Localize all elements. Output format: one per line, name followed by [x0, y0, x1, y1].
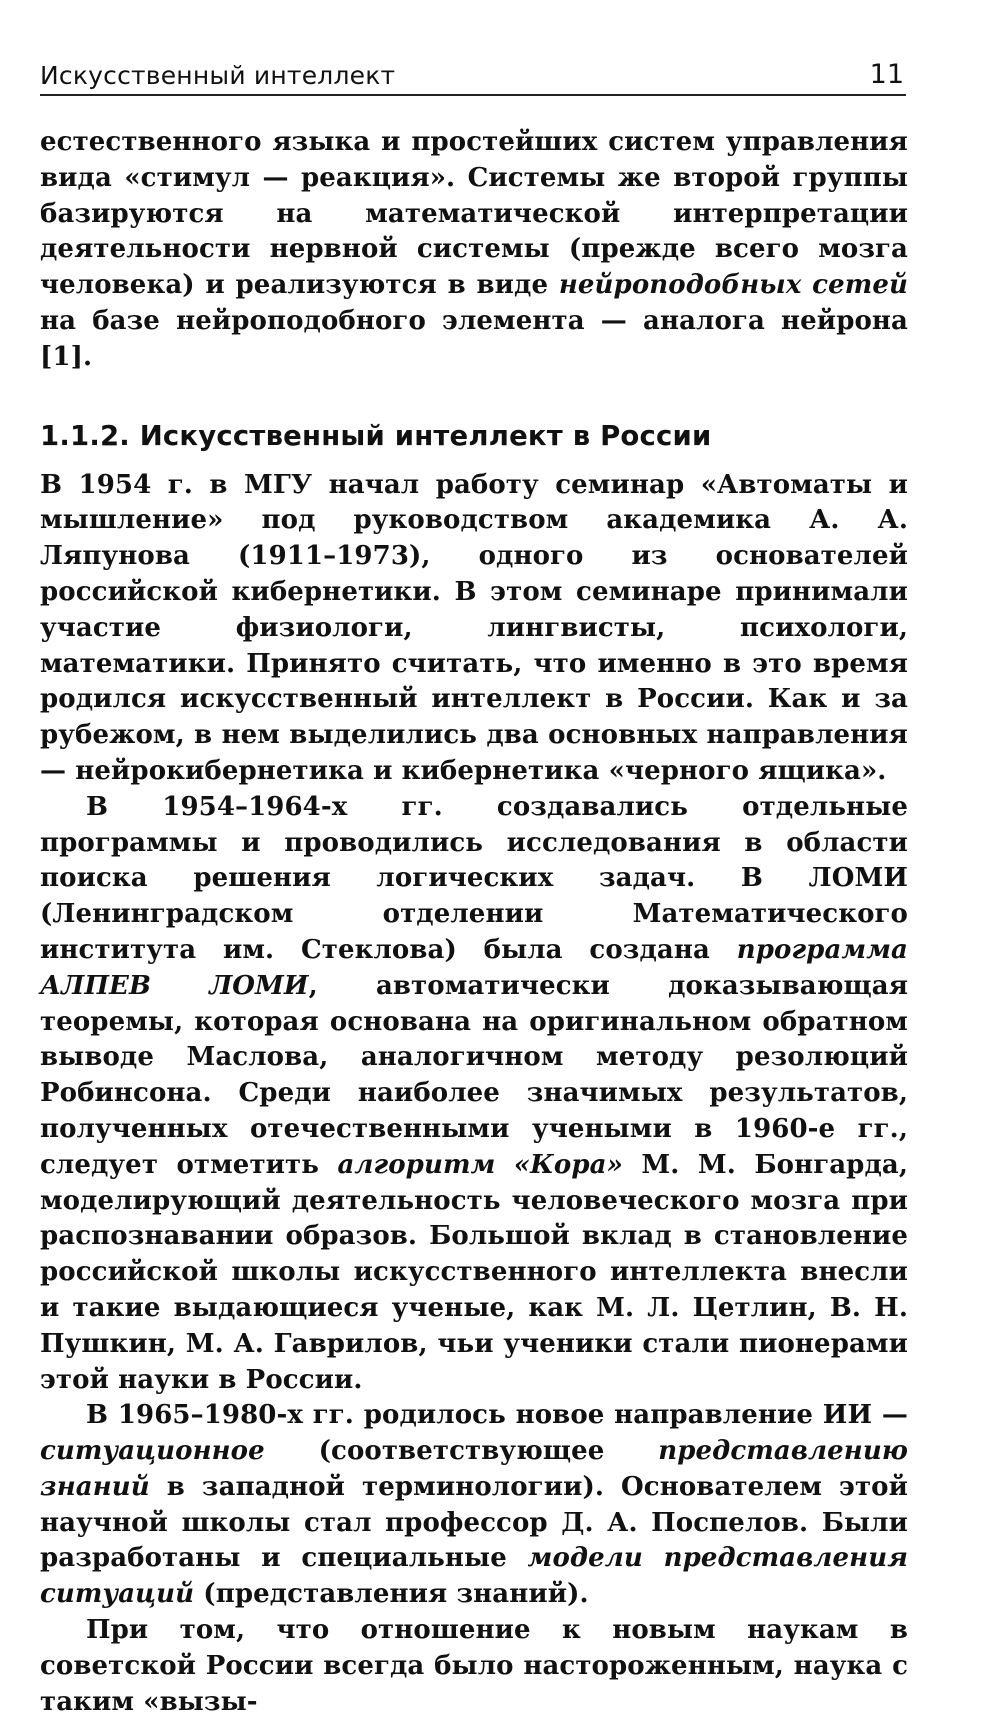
- text-run: В 1965–1980-х гг. родилось новое направление ИИ —: [86, 1400, 908, 1431]
- paragraph-1: [40, 468, 908, 790]
- text-run: (представления знаний).: [194, 1579, 589, 1610]
- paragraph-2: [40, 790, 908, 1399]
- italic-term: ситуационное: [40, 1436, 265, 1467]
- text-run: В 1954 г. в МГУ начал работу семинар «Автоматы и мышление» под руководством академика А. А. Ляпунова (1911–1973), одного из основателей российской кибернетики. В этом семинаре принимали участие физиологи, лингвисты, психологи, математики. Принято считать, что именно в это время родился искусственный интеллект в России. Как и за рубежом, в нем выделились два основных направления — нейрокибернетика и кибернетика «черного ящика».: [40, 469, 908, 786]
- italic-term: программа АЛПЕВ ЛОМИ: [40, 934, 908, 1001]
- text-run: на базе нейроподобного элемента — аналога нейрона [1].: [40, 305, 908, 372]
- text-run: естественного языка и простейших систем управления вида «стимул — реакция». Системы же второй группы базируются на математической интерпретации деятельности нервной системы (прежде всего мозга человека) и реализуются в виде: [40, 127, 908, 301]
- text-run: (соответствующее: [264, 1436, 659, 1467]
- text-run: в западной терминологии). Основателем этой научной школы стал профессор Д. А. Поспелов. Были разработаны и специальные: [40, 1471, 908, 1574]
- text-run: При том, что отношение к новым наукам в советской России всегда было настороженным, наука с таким «вызы-: [40, 1615, 908, 1717]
- italic-term: модели представления ситуаций: [40, 1543, 908, 1610]
- section-heading: 1.1.2. Искусственный интеллект в России: [40, 419, 712, 452]
- paragraph-continuation: [40, 125, 908, 376]
- paragraph-4: [40, 1613, 908, 1720]
- text-run: В 1954–1964-х гг. создавались отдельные программы и проводились исследования в области поиска решения логических задач. В ЛОМИ (Ленинградском отделении Математического института им. Стеклова) была создана: [40, 791, 908, 965]
- running-header: [40, 58, 906, 96]
- body-text: [40, 125, 908, 1720]
- page-number: 11: [869, 59, 904, 90]
- italic-term: нейроподобных сетей: [558, 270, 908, 301]
- paragraph-3: [40, 1398, 908, 1613]
- text-run: , автоматически доказывающая теоремы, которая основана на оригинальном обратном выводе Маслова, аналогичном методу резолюций Робинсона. Среди наиболее значимых результатов, полученных отечественными учеными в 1960-е гг., следует отметить: [40, 970, 909, 1180]
- text-run: М. М. Бонгарда, моделирующий деятельность человеческого мозга при распознавании образов. Большой вклад в становление российской школы искусственного интеллекта внесли и такие выдающиеся ученые, как М. Л. Цетлин, В. Н. Пушкин, М. А. Гаврилов, чьи ученики стали пионерами этой науки в России.: [40, 1149, 908, 1395]
- running-title: Искусственный интеллект: [40, 61, 396, 90]
- italic-term: представлению знаний: [40, 1436, 908, 1502]
- italic-term: алгоритм «Кора»: [337, 1149, 623, 1180]
